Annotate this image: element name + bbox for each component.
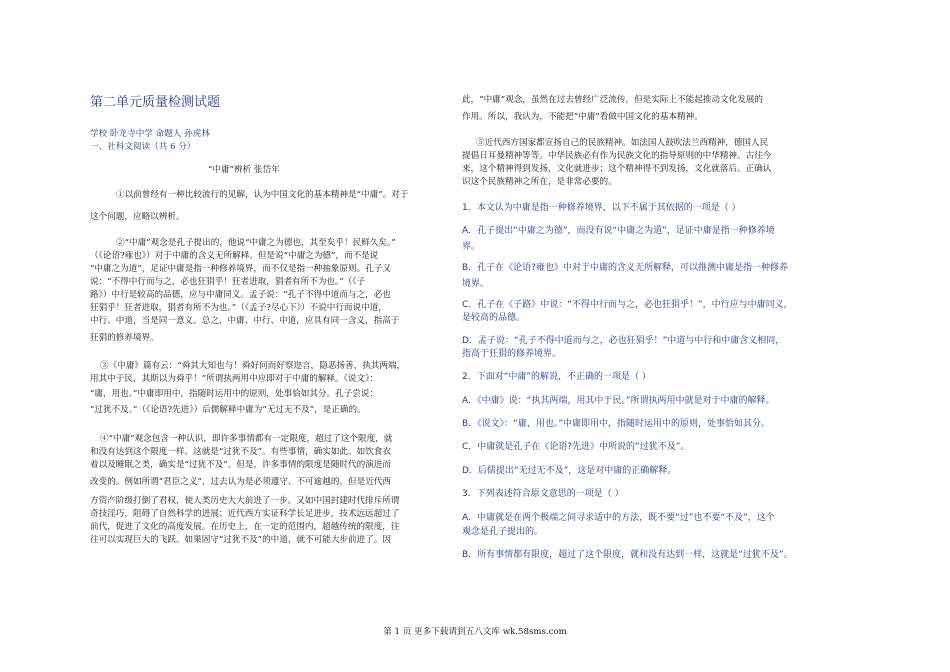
paragraph-line: ③《中庸》篇有云：“舜其大知也与！舜好问而好察迩言，隐恶扬善，执其两端， <box>100 361 406 371</box>
paragraph-line: 往可以实现巨大的飞跃。如果固守“过犹不及”的中道，就不可能大步前进了。因 <box>90 535 391 545</box>
question-2-option-d: D．后儒提出“无过无不及”，这是对中庸的正确解释。 <box>462 466 677 476</box>
paragraph-line: ②“中庸”观念是孔子提出的，他说“中庸之为德也，其至矣乎！民鲜久矣。” <box>116 238 396 248</box>
paragraph-line: 此，“中庸”观念，虽然在过去曾经广泛流传，但是实际上不能起推动文化发展的 <box>462 95 763 105</box>
section-heading: 一、社科文阅读（共 6 分） <box>90 142 196 152</box>
question-2: 2．下面对“中庸”的解说，不正确的一项是（ ） <box>462 372 651 382</box>
question-2-option-a: A．《中庸》说：“执其两端，用其中于民。”所谓执两用中就是对于中庸的解释。 <box>462 396 775 406</box>
paragraph-line: ④“中庸”观念包含一种认识，即许多事情都有一定限度，超过了这个限度，就 <box>100 434 393 444</box>
paragraph-line: 和没有达到这个限度一样。这就是“过犹不及”。有些事情，确实如此。如饮食衣 <box>90 447 391 457</box>
question-1-option-d: D．孟子说：“孔子不得中道而与之，必也狂狷乎！”中道与中行和中庸含义相同， <box>462 336 785 346</box>
paragraph-line: 中行、中道，当是同一意义。总之，中庸、中行、中道，应具有同一含义，指高于 <box>90 316 400 326</box>
paragraph-line: 方资产阶级打倒了君权，使人类历史大大前进了一步。又如中国封建时代排斥所谓 <box>90 496 400 506</box>
question-3-option-a-cont: 观念是孔子提出的。 <box>462 527 544 537</box>
paragraph-line: （《论语?雍也》）对于中庸的含义无所解释。但是说“中庸之为德”，而不是说 <box>90 251 379 261</box>
question-1-option-b-cont: 境界。 <box>462 279 490 289</box>
paragraph-line: 提倡日耳曼精神等等。中华民族必有作为民族文化的指导原则的中华精神。古往今 <box>462 151 772 161</box>
paragraph-line: 识这个民族精神之所在，是非常必要的。 <box>462 177 617 187</box>
question-2-option-b: B．《说文》：“庸，用也。”中庸即用中，指随时运用中的原则，处事恰如其分。 <box>462 419 771 429</box>
question-1-option-d-cont: 指高于狂狷的修养境界。 <box>462 349 562 359</box>
page-footer: 第 1 页 更多下载请到五八文库 wk.58sms.com <box>383 627 567 637</box>
question-1: 1．本文认为中庸是指一种修养境界，以下不属于其依据的一项是（ ） <box>462 203 741 213</box>
question-1-option-c-cont: 是较高的品德。 <box>462 313 526 323</box>
question-2-option-c: C．中庸就是孔子在《论语?先进》中所说的“过犹不及”。 <box>462 442 690 452</box>
paragraph-line: 来，这个精神得到发扬，文化就进步；这个精神得不到发扬，文化就落后。正确认 <box>462 164 772 174</box>
page-title: 第二单元质量检测试题 <box>90 95 221 110</box>
paragraph-line: “庸，用也。”中庸即用中，指随时运用中的原则，处事恰如其分。孔子尝说： <box>90 389 379 399</box>
paragraph-line: 狂狷乎！狂者进取，狷者有所不为也。”（《孟子?尽心下》）不说中行而说中道， <box>90 303 387 313</box>
question-1-option-a: A．孔子提出“中庸之为德”，而没有说“中庸之为道”，足证中庸是指一种修养境 <box>462 226 775 236</box>
paragraph-line: 狂狷的修养境界。 <box>90 333 159 343</box>
paragraph-line: “过犹不及。”（《论语?先进》）后儒解释中庸为“无过无不及”，是正确的。 <box>90 405 366 415</box>
paragraph-line: 这个问题，应略以辨析。 <box>90 212 185 222</box>
question-3-option-a: A．中庸就是在两个极端之间寻求适中的方法，既不要“过”也不要“不及”，这个 <box>462 513 775 523</box>
question-1-option-a-cont: 界。 <box>462 242 481 252</box>
paragraph-line: 前代，促进了文化的高度发展。在历史上，在一定的范围内，超越传统的限度，往 <box>90 522 400 532</box>
question-1-option-c: C．孔子在《子路》中说：“不得中行而与之，必也狂狷乎！”，中行应与中庸同义， <box>462 300 793 310</box>
paragraph-line: 路》）中行是较高的品德，应与中庸同义。孟子说：“孔子不得中道而与之，必也 <box>90 290 391 300</box>
exam-meta: 学校 卧龙寺中学 命题人 孙虎林 <box>90 129 210 139</box>
paragraph-line: ⑤近代西方国家都宣扬自己的民族精神。如法国人鼓吹法兰西精神，德国人民 <box>476 138 769 148</box>
paragraph-line: 作用。所以，我认为，不能把“中庸”看做中国文化的基本精神。 <box>462 112 703 122</box>
question-3-option-b: B．所有事情都有限度，超过了这个限度，就和没有达到一样，这就是“过犹不及”。 <box>462 550 793 560</box>
paragraph-line: 着以及睡眠之类，确实是“过犹不及”。但是，许多事情的限度是随时代的演进而 <box>90 460 391 470</box>
paragraph-line: 奇技淫巧，阻碍了自然科学的进展；近代西方实证科学长足进步，技术远远超过了 <box>90 509 400 519</box>
paragraph-line: 用其中于民，其斯以为舜乎！”所谓执两用中应即对于中庸的解释。《说文》： <box>90 374 378 384</box>
article-title: “中庸”辨析 张岱年 <box>208 165 280 175</box>
question-1-option-b: B．孔子在《论语?雍也》中对于中庸的含义无所解释，可以推测中庸是指一种修养 <box>462 263 788 273</box>
paragraph-line: 改变的。例如所谓“君臣之义”，过去认为是必须遵守、不可逾越的。但是近代西 <box>90 477 391 487</box>
paragraph-line: ①以前曾经有一种比较流行的见解，认为中国文化的基本精神是“中庸”。对于 <box>116 190 409 200</box>
paragraph-line: “中庸之为道”，足证中庸是指一种修养境界，而不仅是指一种抽象原则。孔子又 <box>90 264 391 274</box>
paragraph-line: 说：“不得中行而与之，必也狂狷乎！狂者进取，狷者有所不为也。”（《子 <box>90 277 366 287</box>
question-3: 3．下列表述符合原文意思的一项是（ ） <box>462 489 624 499</box>
